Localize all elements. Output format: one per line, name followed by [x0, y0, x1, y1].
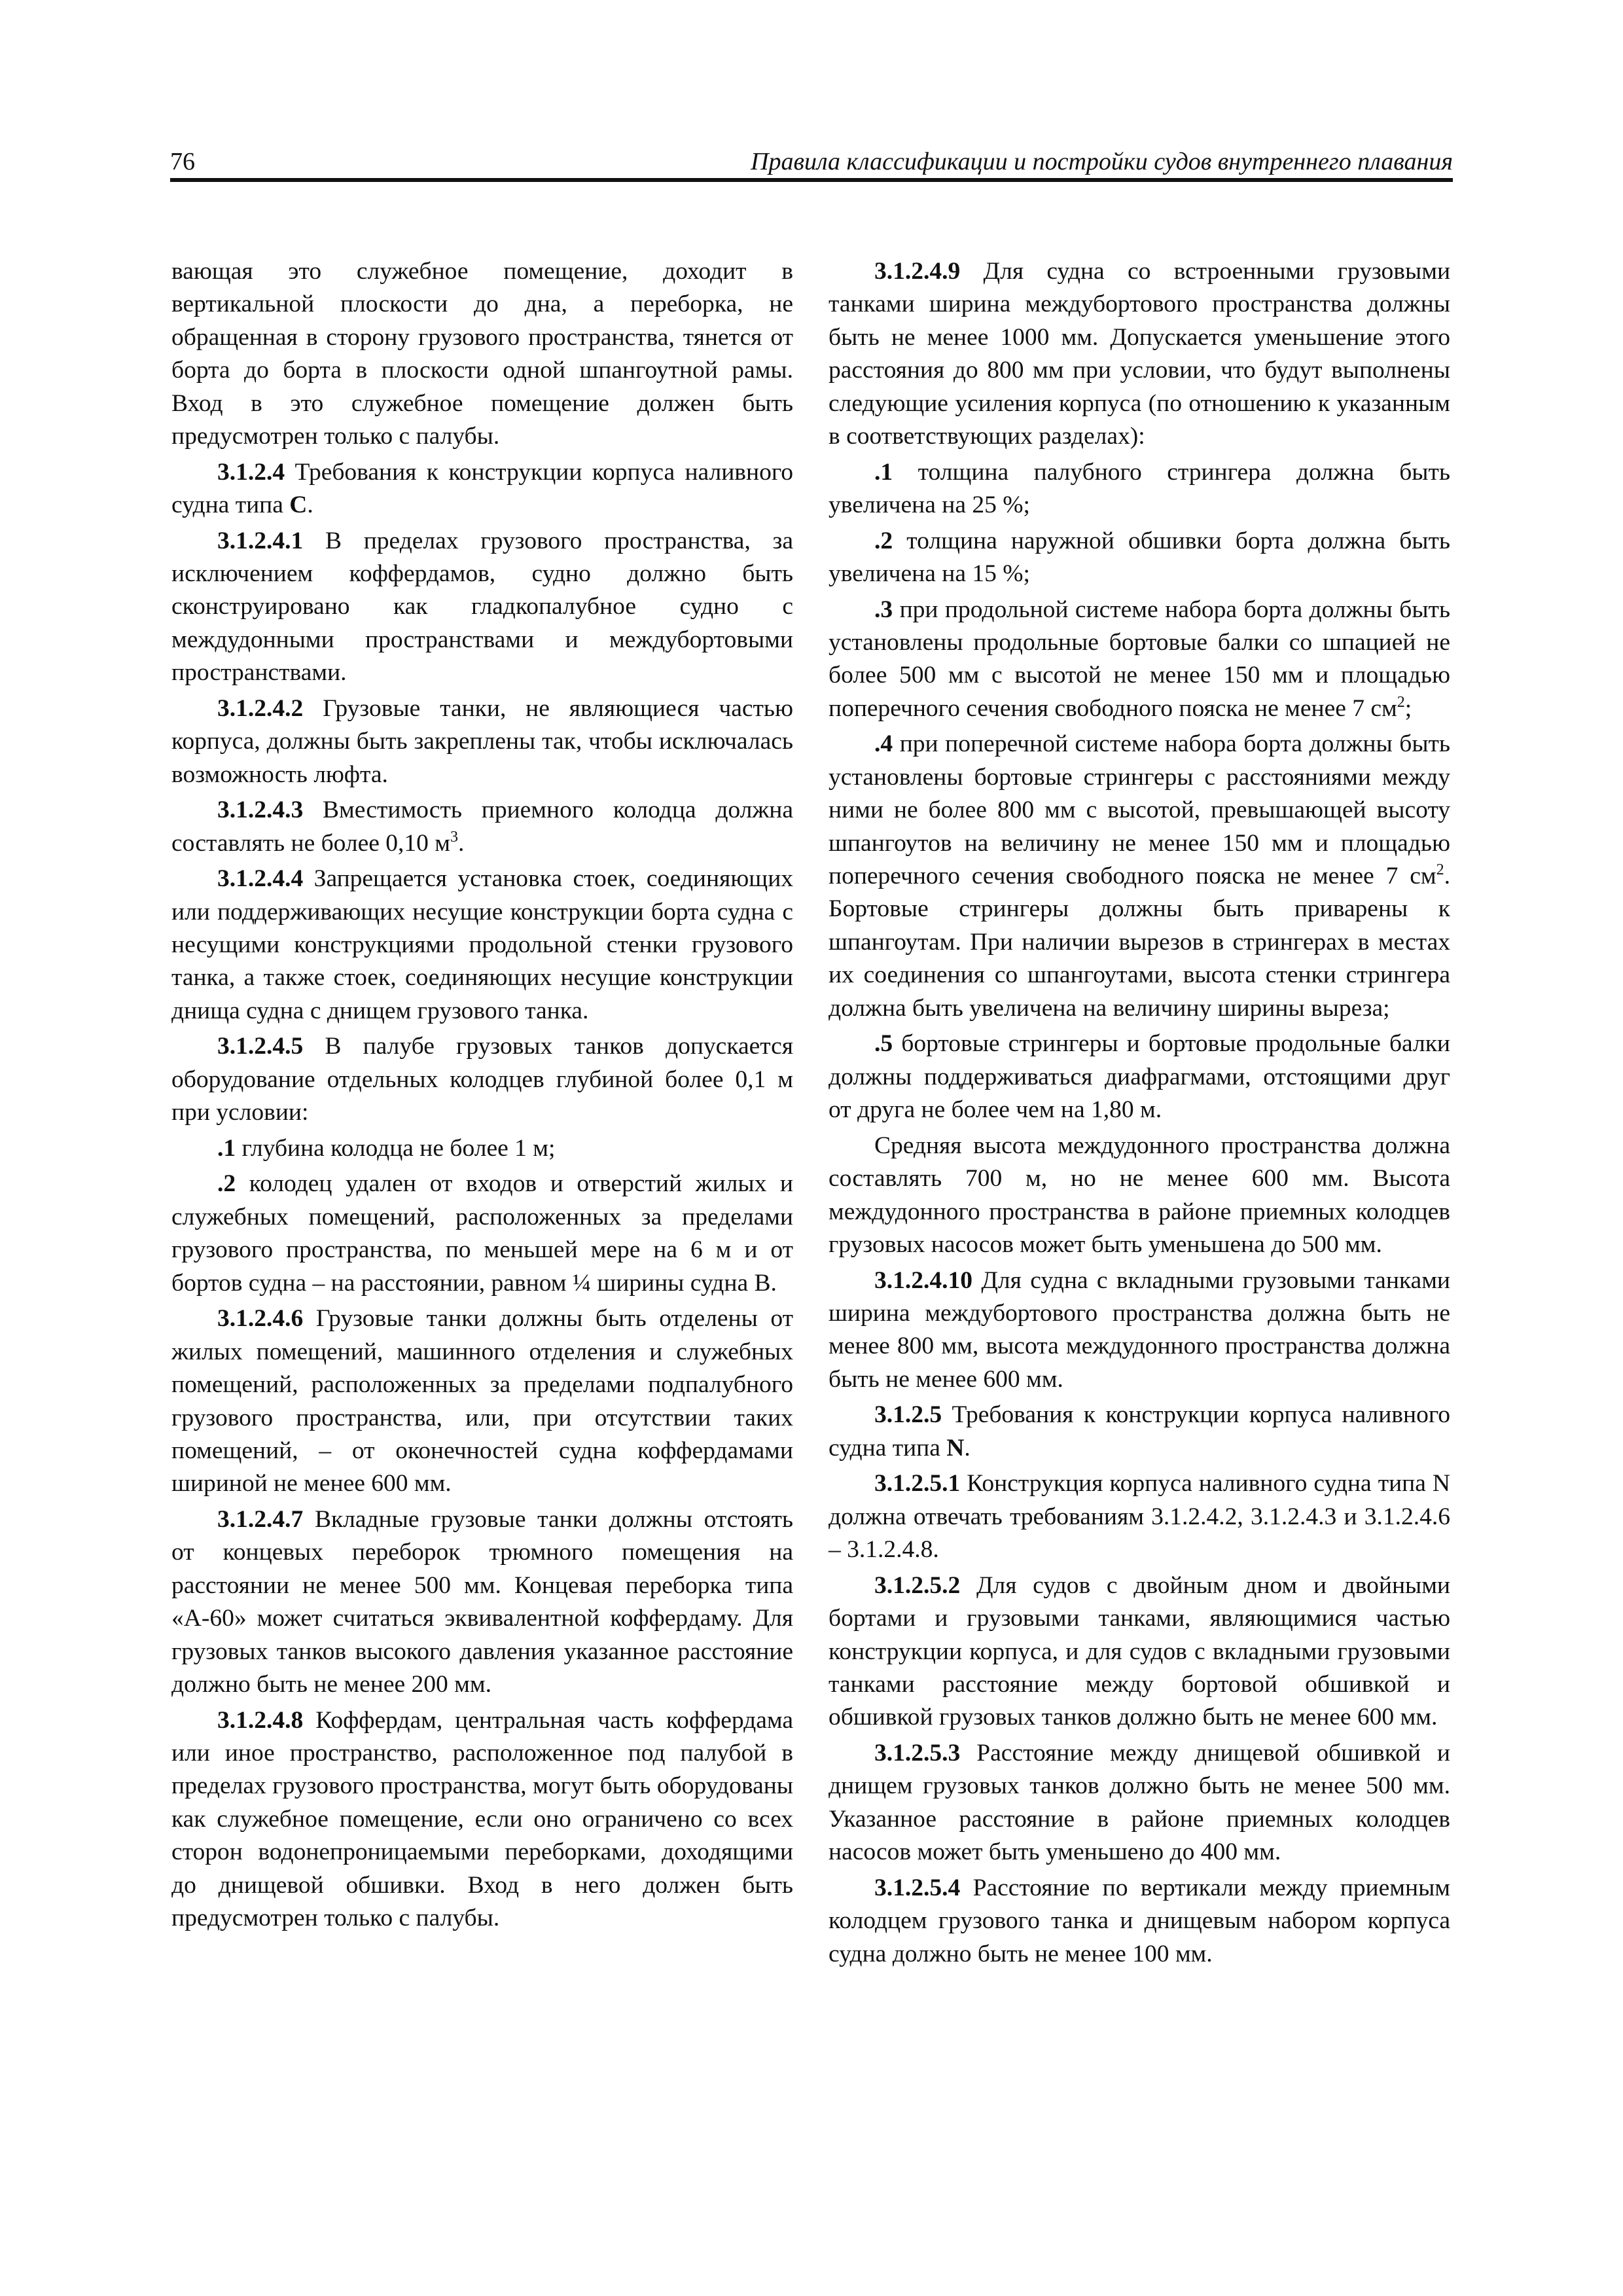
- clause-number: 3.1.2.4.3: [217, 797, 304, 824]
- running-header: [170, 143, 1453, 181]
- clause-text: Коффердам, центральная часть коффердама или иное пространство, расположенное под палубой в пределах грузового пространства, могут быть оборудованы как служебное помещение, если оно ограничено со всех сторон водонепроницаемыми переборками, доходящими до днищевой обшивки. Вход в него должен быть предусмотрен только с палубы.: [171, 1706, 793, 1931]
- clause-text: Конструкция корпуса наливного судна типа N должна отвечать требованиям 3.1.2.4.2, 3.1.2.4.3 и 3.1.2.4.6 – 3.1.2.4.8.: [829, 1470, 1450, 1564]
- paragraph: [829, 594, 1450, 726]
- clause-number: 3.1.2.5.1: [874, 1470, 961, 1498]
- paragraph: [829, 1737, 1450, 1869]
- clause-text: Требования к конструкции корпуса наливного судна типа: [829, 1401, 1451, 1462]
- paragraph: [171, 1168, 793, 1300]
- clause-number: 3.1.2.5.3: [874, 1739, 961, 1767]
- superscript: 3: [450, 828, 459, 846]
- clause-number: .3: [874, 596, 893, 623]
- left-column: [171, 255, 793, 1938]
- clause-number: 3.1.2.4: [217, 458, 285, 486]
- clause-number: 3.1.2.4.7: [217, 1505, 304, 1533]
- clause-number: .5: [874, 1030, 893, 1058]
- clause-text: при поперечной системе набора борта должны быть установлены бортовые стрингеры с расстояниями между ними не более 800 мм с высотой, превышающей высоту шпангоутов на величину не менее 150 мм и площадью поперечного сечения свободного пояска не менее 7 см: [829, 730, 1451, 890]
- page-number: 76: [170, 148, 195, 175]
- clause-text: Для судна со встроенными грузовыми танками ширина междубортового пространства должны быть не менее 1000 мм. Допускается уменьшение этого расстояния до 800 мм при условии, что будут выполнены следующие усиления корпуса (по отношению к указанным в соответствующих разделах):: [829, 258, 1451, 450]
- paragraph: [829, 1265, 1450, 1397]
- clause-tail: .: [307, 492, 313, 519]
- clause-text: Расстояние по вертикали между приемным колодцем грузового танка и днищевым набором корпуса судна должно быть не менее 100 мм.: [829, 1874, 1450, 1967]
- clause-number: 3.1.2.4.6: [217, 1305, 304, 1333]
- paragraph: [829, 525, 1450, 591]
- paragraph: [171, 1132, 793, 1165]
- paragraph: [171, 525, 793, 690]
- clause-number: 3.1.2.4.8: [217, 1706, 304, 1734]
- clause-text: Требования к конструкции корпуса наливного судна типа: [171, 458, 794, 519]
- clause-text: толщина палубного стрингера должна быть увеличена на 25 %;: [829, 458, 1450, 519]
- clause-number: 3.1.2.5.2: [874, 1571, 961, 1599]
- clause-text: бортовые стрингеры и бортовые продольные балки должны поддерживаться диафрагмами, отстоящими друг от друга не более чем на 1,80 м.: [829, 1030, 1451, 1124]
- clause-text: при продольной системе набора борта должны быть установлены продольные бортовые балки со шпацией не более 500 мм с высотой не менее 150 мм и площадью поперечного сечения свободного пояска не менее 7 см: [829, 596, 1451, 722]
- paragraph: [829, 456, 1450, 522]
- clause-number: 3.1.2.5: [874, 1401, 942, 1429]
- paragraph: [171, 794, 793, 860]
- clause-number: 3.1.2.4.5: [217, 1033, 304, 1060]
- vessel-type-letter: N: [946, 1434, 965, 1462]
- clause-text: Для судов с двойным дном и двойными бортами и грузовыми танками, являющимися частью конструкции корпуса, и для судов с вкладными грузовыми танками расстояние между бортовой обшивкой и обшивкой грузовых танков должно быть не менее 600 мм.: [829, 1571, 1451, 1731]
- clause-text: Вкладные грузовые танки должны отстоять от концевых переборок трюмного помещения на расстоянии не менее 500 мм. Концевая переборка типа «А-60» может считаться эквивалентной коффердаму. Для грузовых танков высокого давления указанное расстояние должно быть не менее 200 мм.: [171, 1505, 793, 1698]
- clause-tail: . Бортовые стрингеры должны быть приварены к шпангоутам. При наличии вырезов в стрингерах в местах их соединения со шпангоутами, высота стенки стрингера должна быть увеличена на величину ширины выреза;: [829, 863, 1450, 1022]
- paragraph: [171, 456, 793, 522]
- paragraph: [829, 255, 1450, 453]
- clause-text: В пределах грузового пространства, за исключением коффердамов, судно должно быть сконструировано как гладкопалубное судно с междудонными пространствами и междубортовыми пространствами.: [171, 527, 793, 687]
- paragraph: [829, 1028, 1450, 1126]
- clause-text: Средняя высота междудонного пространства должна составлять 700 м, но не менее 600 мм. Высота междудонного пространства в районе приемных колодцев грузовых насосов может быть уменьшена до 500 мм.: [829, 1132, 1450, 1258]
- clause-number: .1: [217, 1134, 236, 1162]
- paragraph: [171, 863, 793, 1028]
- paragraph: [829, 728, 1450, 1025]
- paragraph: [829, 1467, 1450, 1566]
- clause-number: 3.1.2.5.4: [874, 1874, 961, 1901]
- clause-number: 3.1.2.4.1: [217, 527, 304, 554]
- paragraph: [829, 1872, 1450, 1971]
- header-rule: [170, 178, 1453, 182]
- paragraph: [171, 255, 793, 453]
- vessel-type-letter: С: [289, 492, 308, 519]
- paragraph: [171, 1302, 793, 1500]
- clause-number: 3.1.2.4.9: [874, 258, 961, 285]
- paragraph: [171, 1503, 793, 1701]
- clause-text: Грузовые танки должны быть отделены от жилых помещений, машинного отделения и служебных помещений, расположенных за пределами подпалубного грузового пространства, или, при отсутствии таких помещений, – от оконечностей судна коффердамами шириной не менее 600 мм.: [171, 1305, 793, 1498]
- clause-number: 3.1.2.4.10: [874, 1266, 972, 1294]
- clause-number: 3.1.2.4.2: [217, 694, 304, 722]
- right-column: [829, 255, 1450, 1973]
- clause-number: .4: [874, 730, 893, 758]
- clause-number: .1: [874, 458, 893, 486]
- paragraph: [171, 1704, 793, 1935]
- paragraph: [829, 1130, 1450, 1262]
- superscript: 2: [1436, 861, 1444, 879]
- clause-number: .2: [217, 1170, 236, 1198]
- superscript: 2: [1397, 693, 1405, 711]
- clause-text: Вместимость приемного колодца должна составлять не более 0,10 м: [171, 797, 794, 857]
- paragraph: [829, 1570, 1450, 1734]
- clause-text: В палубе грузовых танков допускается оборудование отдельных колодцев глубиной более 0,1 м при условии:: [171, 1033, 794, 1126]
- paragraph: [171, 1030, 793, 1129]
- clause-tail: ;: [1404, 694, 1412, 722]
- clause-number: .2: [874, 527, 893, 554]
- clause-text: толщина наружной обшивки борта должна быть увеличена на 15 %;: [829, 527, 1450, 588]
- clause-text: Расстояние между днищевой обшивкой и днищем грузовых танков должно быть не менее 500 мм. Указанное расстояние в районе приемных колодцев насосов может быть уменьшено до 400 мм.: [829, 1739, 1450, 1866]
- clause-tail: .: [458, 829, 465, 857]
- paragraph: [171, 692, 793, 791]
- running-title: Правила классификации и постройки судов внутреннего плавания: [751, 148, 1453, 175]
- clause-text: Запрещается установка стоек, соединяющих или поддерживающих несущие конструкции борта судна с несущими конструкциями продольной стенки грузового танка, а также стоек, соединяющих несущие конструкции днища судна с днищем грузового танка.: [171, 865, 794, 1024]
- clause-text: вающая это служебное помещение, доходит в вертикальной плоскости до дна, а переборка, не обращенная в сторону грузового пространства, тянется от борта до борта в плоскости одной шпангоутной рамы. Вход в это служебное помещение должен быть предусмотрен только с палубы.: [171, 258, 793, 450]
- clause-number: 3.1.2.4.4: [217, 865, 304, 893]
- clause-tail: .: [964, 1434, 971, 1462]
- clause-text: Грузовые танки, не являющиеся частью корпуса, должны быть закреплены так, чтобы исключалась возможность люфта.: [171, 694, 794, 788]
- clause-text: глубина колодца не более 1 м;: [241, 1134, 556, 1162]
- clause-text: Для судна с вкладными грузовыми танками ширина междубортового пространства должна быть не менее 800 мм, высота междудонного пространства должна быть не менее 600 мм.: [829, 1266, 1450, 1393]
- clause-text: колодец удален от входов и отверстий жилых и служебных помещений, расположенных за пределами грузового пространства, по меньшей мере на 6 м и от бортов судна – на расстоянии, равном ¼ ширины судна B.: [171, 1170, 793, 1297]
- paragraph: [829, 1399, 1450, 1465]
